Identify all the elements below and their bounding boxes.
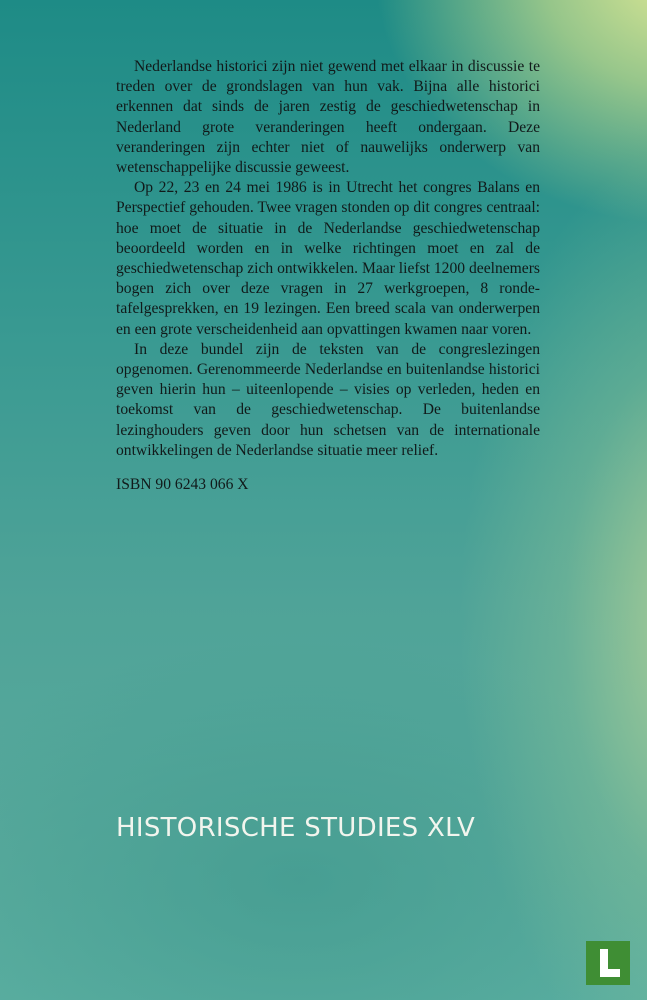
isbn: ISBN 90 6243 066 X xyxy=(116,476,249,494)
series-title: HISTORISCHE STUDIES XLV xyxy=(116,813,476,843)
blurb-paragraph-1: Nederlandse historici zijn niet gewend met elkaar in discussie te treden over de grondslagen van hun vak. Bijna alle historici erkennen dat sinds de jaren zestig de geschiedwetenschap in Nederland grote veranderingen heeft ondergaan. Deze veranderingen zijn echter niet of nauwelijks onderwerp van wetenschappelijke discussie geweest. xyxy=(116,58,540,177)
blurb-text xyxy=(116,57,540,495)
blurb-paragraph-2: Op 22, 23 en 24 mei 1986 is in Utrecht het congres Balans en Perspectief gehouden. Twee vragen stonden op dit congres centraal: hoe moet de situatie in de Nederlandse geschiedwetenschap beoordeeld worden en in welke richtingen moet en zal de geschiedwetenschap zich ontwikkelen. Maar liefst 1200 deelnemers bogen zich over deze vragen in 27 werkgroepen, 8 ronde-tafelgesprekken, en 19 lezingen. Een breed scala van onderwerpen en een grote verscheidenheid aan opvattingen kwamen naar voren. xyxy=(116,179,540,338)
blurb-paragraph-3: In deze bundel zijn de teksten van de congreslezingen opgenomen. Gerenommeerde Nederlandse en buitenlandse historici geven hierin hun – uiteenlopende – visies op verleden, heden en toekomst van de geschiedwetenschap. De buitenlandse lezinghouders geven door hun schetsen van de internationale ontwikkelingen de Nederlandse situatie meer relief. xyxy=(116,340,540,459)
publisher-l-logo-icon xyxy=(586,941,630,985)
